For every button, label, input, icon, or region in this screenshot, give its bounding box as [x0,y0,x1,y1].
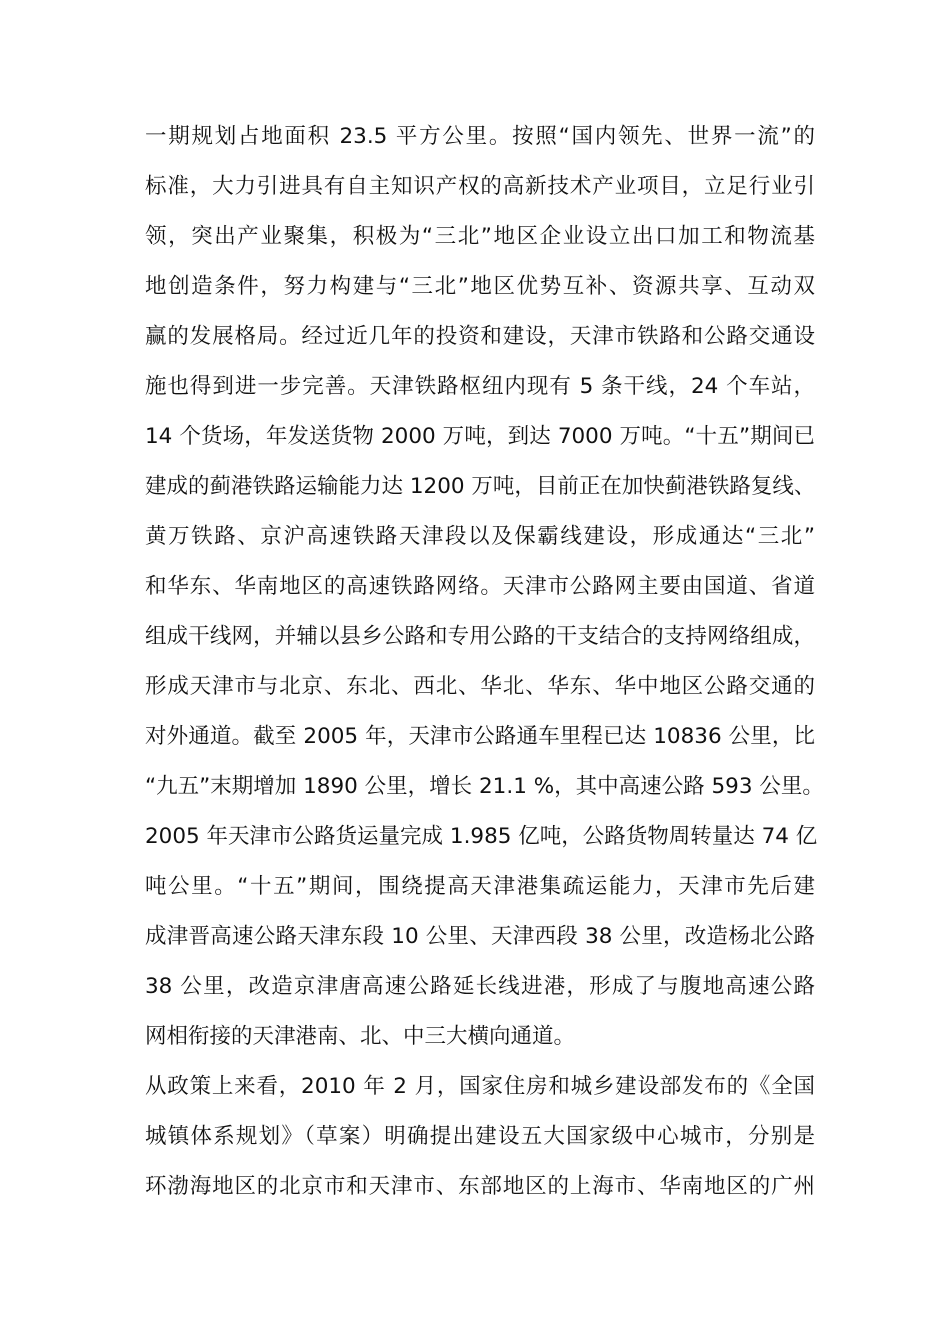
document-body [145,112,824,1212]
text-line: 38 公里，改造京津唐高速公路延长线进港，形成了与腹地高速公路 [145,974,815,999]
text-line: 黄万铁路、京沪高速铁路天津段以及保霸线建设，形成通达“三北” [145,524,815,549]
text-line: 形成天津市与北京、东北、西北、华北、华东、华中地区公路交通的 [145,674,815,699]
text-line: 网相衔接的天津港南、北、中三大横向通道。 [145,1024,576,1049]
text-line: 对外通道。截至 2005 年，天津市公路通车里程已达 10836 公里，比 [145,724,815,749]
paragraph-1 [145,112,824,1062]
text-line: 施也得到进一步完善。天津铁路枢纽内现有 5 条干线，24 个车站， [145,374,815,399]
text-line: 地创造条件，努力构建与“三北”地区优势互补、资源共享、互动双 [145,274,815,299]
text-line: 标准，大力引进具有自主知识产权的高新技术产业项目，立足行业引 [145,174,815,199]
text-line: 2005 年天津市公路货运量完成 1.985 亿吨，公路货物周转量达 74 亿 [145,824,818,849]
text-line: 城镇体系规划》（草案）明确提出建设五大国家级中心城市，分别是 [145,1124,815,1149]
text-line: 从政策上来看，2010 年 2 月，国家住房和城乡建设部发布的《全国 [145,1074,815,1099]
text-line: 环渤海地区的北京市和天津市、东部地区的上海市、华南地区的广州 [145,1174,815,1199]
paragraph-2 [145,1062,815,1212]
text-line: 组成干线网，并辅以县乡公路和专用公路的干支结合的支持网络组成， [145,624,815,649]
text-line: 领，突出产业聚集，积极为“三北”地区企业设立出口加工和物流基 [145,224,815,249]
text-line: 成津晋高速公路天津东段 10 公里、天津西段 38 公里，改造杨北公路 [145,924,815,949]
text-line: 吨公里。“十五”期间，围绕提高天津港集疏运能力，天津市先后建 [145,874,815,899]
text-line: 和华东、华南地区的高速铁路网络。天津市公路网主要由国道、省道 [145,574,815,599]
text-line: 一期规划占地面积 23.5 平方公里。按照“国内领先、世界一流”的 [145,124,815,149]
text-line: “九五”末期增加 1890 公里，增长 21.1 %，其中高速公路 593 公里。 [145,774,824,799]
text-line: 赢的发展格局。经过近几年的投资和建设，天津市铁路和公路交通设 [145,324,815,349]
text-line: 建成的蓟港铁路运输能力达 1200 万吨，目前正在加快蓟港铁路复线、 [145,474,816,499]
text-line: 14 个货场，年发送货物 2000 万吨，到达 7000 万吨。“十五”期间已 [145,424,815,449]
